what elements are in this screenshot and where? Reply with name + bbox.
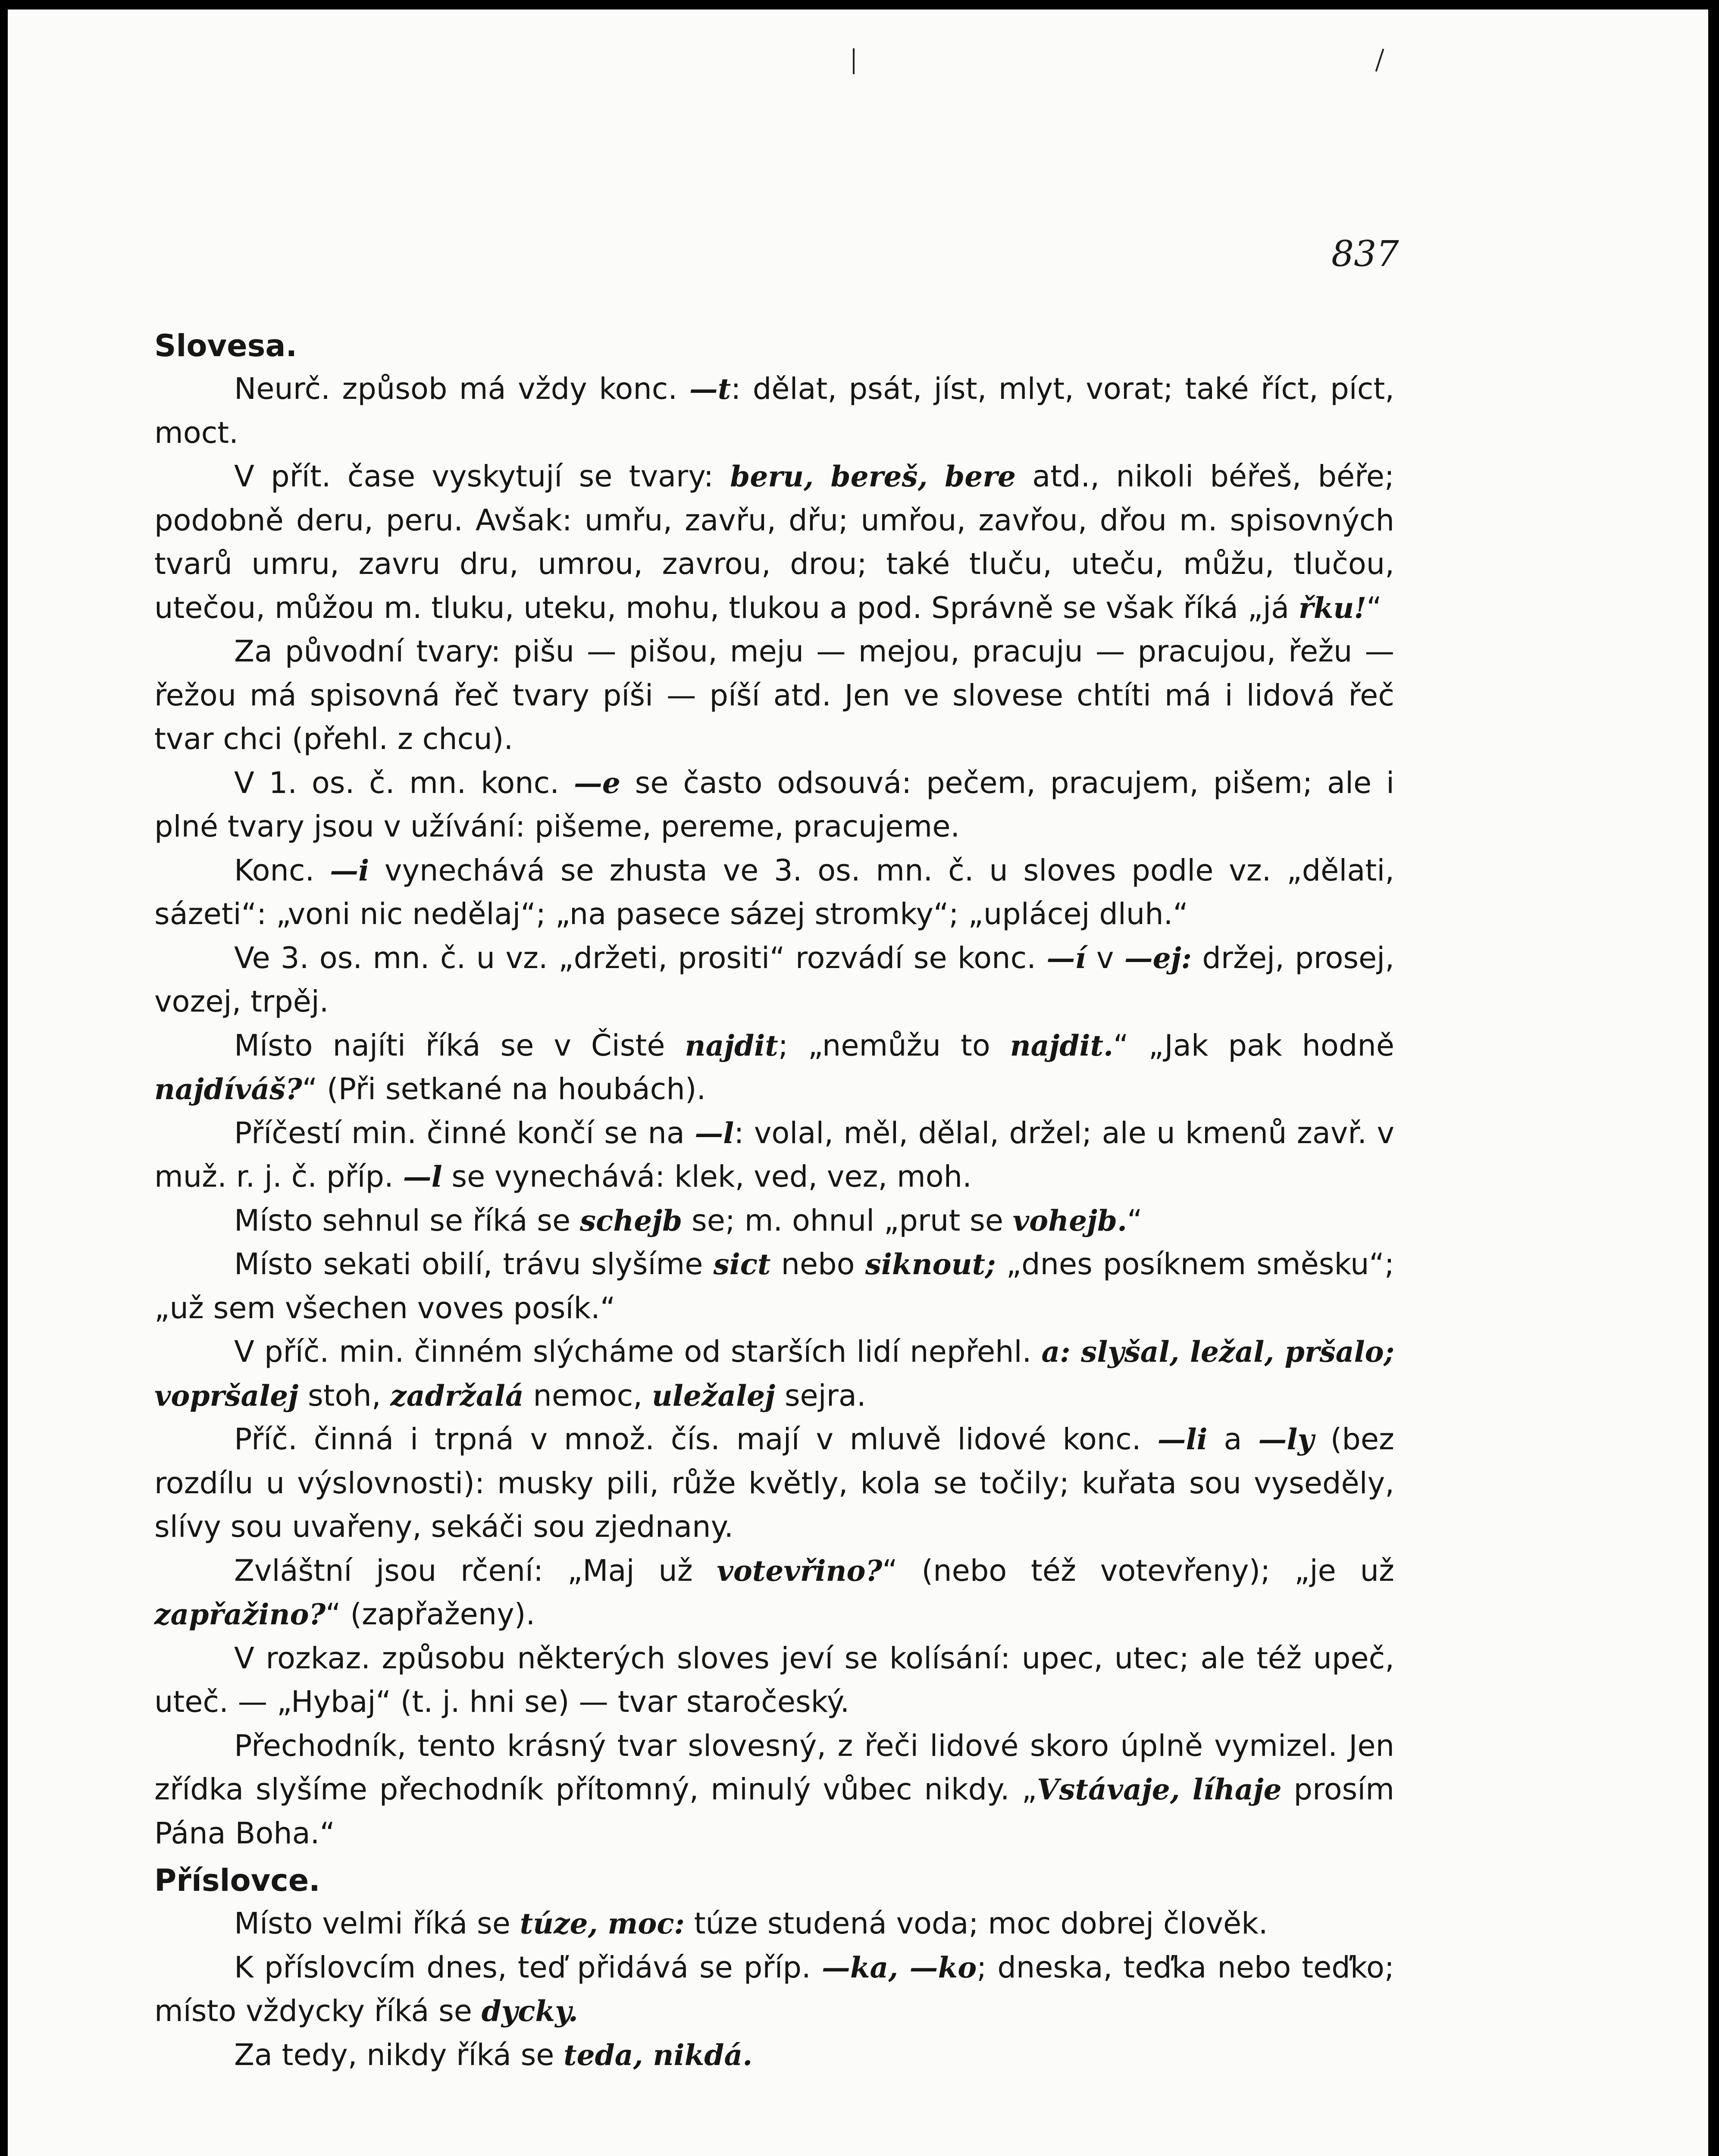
emphasis-text: —ka, —ko — [821, 1950, 977, 1984]
emphasis-text: —e — [573, 766, 620, 800]
emphasis-text: sict — [713, 1247, 771, 1281]
text-run: (bez rozdílu u výslovnosti): musky pili, růže květly, kola se točily; kuřata sou vyseděly, slívy sou uvařeny, sekáči sou zjednany. — [154, 1422, 1394, 1544]
scan-speck — [853, 48, 855, 74]
text-run: stoh, — [298, 1378, 391, 1413]
section-heading: Příslovce. — [154, 1863, 320, 1898]
text-run: V rozkaz. způsobu některých sloves jeví se kolísání: upec, utec; ale též upeč, uteč. — „Hybaj“ (t. j. hni se) — tvar staročeský. — [154, 1641, 1394, 1719]
text-run: Za tedy, nikdy říká se — [234, 2037, 564, 2072]
emphasis-text: túze, moc: — [520, 1907, 685, 1940]
emphasis-text: —í — [1046, 941, 1086, 975]
text-run: sejra. — [775, 1378, 866, 1413]
paragraph — [154, 849, 1394, 937]
text-run: držej, prosej, vozej, trpěj. — [154, 940, 1394, 1019]
emphasis-text: najdit. — [1010, 1028, 1114, 1062]
paragraph — [154, 1637, 1394, 1724]
text-run: Neurč. způsob má vždy konc. — [234, 372, 689, 406]
text-run: se; m. ohnul „prut se — [682, 1203, 1013, 1238]
paragraph — [154, 1902, 1394, 1946]
paragraph — [154, 1112, 1394, 1199]
paragraph — [154, 937, 1394, 1024]
paragraph — [154, 1024, 1394, 1112]
page-number: 837 — [1331, 234, 1399, 275]
emphasis-text: —l — [403, 1160, 442, 1194]
text-run: nemoc, — [523, 1378, 652, 1413]
text-run: Místo sehnul se říká se — [234, 1203, 580, 1238]
text-run: túze studená voda; moc dobrej člověk. — [684, 1906, 1268, 1941]
emphasis-text: najdíváš? — [154, 1072, 302, 1106]
emphasis-text: zapřažino? — [154, 1598, 326, 1631]
paragraph — [154, 1330, 1394, 1418]
emphasis-text: votevřino? — [717, 1554, 883, 1588]
paragraph — [154, 1724, 1394, 1856]
text-run: “ (Při setkané na houbách). — [302, 1072, 706, 1106]
emphasis-text: najdit — [685, 1028, 778, 1062]
emphasis-text: zadržalá — [390, 1379, 524, 1413]
text-run: V příč. min. činném slýcháme od starších lidí nepřehl. — [234, 1335, 1042, 1369]
emphasis-text: vohejb. — [1012, 1203, 1127, 1238]
text-run: atd., nikoli béřeš, béře; podobně deru, peru. Avšak: umřu, zavřu, dřu; umřou, zavřou, dřou m. spisovných tvarů umru, zavru dru, umrou, zavrou, drou; také tluču, uteču, můžu, tlučou, utečou, můžou m. tluku, uteku, mohu, tlukou a pod. Správně se však říká „já — [154, 459, 1395, 625]
text-run: se často odsouvá: pečem, pracujem, pišem; ale i plné tvary jsou v užívání: pišeme, pereme, pracujeme. — [154, 765, 1394, 844]
text-run: nebo — [770, 1247, 865, 1282]
text-run: Místo najíti říká se v Čisté — [234, 1028, 685, 1063]
emphasis-text: a: slyšal, ležal, pršalo; vopršalej — [154, 1335, 1394, 1413]
emphasis-text: řku! — [1298, 591, 1367, 625]
emphasis-text: Vstávaje, líhaje — [1037, 1773, 1282, 1806]
text-run: K příslovcím dnes, teď přidává se příp. — [234, 1950, 822, 1985]
text-run: a — [1207, 1422, 1259, 1457]
paragraph — [154, 761, 1394, 849]
emphasis-text: —l — [695, 1116, 734, 1150]
paragraph — [154, 1199, 1394, 1243]
text-run: Konc. — [234, 853, 330, 888]
text-run: “ „Jak pak hodně — [1113, 1028, 1394, 1063]
text-run: Místo sekati obilí, trávu slyšíme — [234, 1247, 714, 1282]
text-run: Ve 3. os. mn. č. u vz. „držeti, prositi“ rozvádí se konc. — [234, 940, 1047, 975]
paragraph — [154, 630, 1394, 761]
section-heading: Slovesa. — [154, 328, 297, 364]
text-run: Zvláštní jsou rčení: „Maj už — [234, 1553, 717, 1588]
text-run: ; dneska, teďka nebo teďko; místo vždycky říká se — [154, 1950, 1395, 2028]
text-run: Příč. činná i trpná v množ. čís. mají v mluvě lidové konc. — [234, 1422, 1158, 1457]
emphasis-text: —ej: — [1124, 941, 1192, 975]
text-run: : dělat, psát, jíst, mlyt, vorat; také říct, píct, moct. — [154, 372, 1395, 450]
emphasis-text: beru, bereš, bere — [730, 460, 1016, 493]
text-body — [154, 324, 1394, 2077]
paragraph — [154, 1418, 1394, 1549]
text-run: Příčestí min. činné končí se na — [234, 1116, 695, 1150]
scan-speck — [1375, 49, 1384, 72]
emphasis-text: schejb — [579, 1203, 683, 1238]
paragraph — [154, 367, 1394, 455]
paragraph — [154, 2034, 1394, 2078]
text-run: “ (zapřaženy). — [326, 1597, 535, 1632]
paragraph — [154, 1243, 1394, 1330]
text-run: „dnes posíknem směsku“; „už sem všechen voves posík.“ — [154, 1247, 1394, 1326]
text-run: : volal, měl, dělal, držel; ale u kmenů zavř. v muž. r. j. č. příp. — [154, 1116, 1394, 1194]
text-run: “ — [1366, 590, 1382, 625]
text-run: vynechává se zhusta ve 3. os. mn. č. u sloves podle vz. „dělati, sázeti“: „voni nic nedělaj“; „na pasece sázej stromky“; „uplácej dluh.“ — [154, 853, 1394, 931]
text-run: prosím Pána Boha.“ — [154, 1772, 1394, 1851]
text-run: Za původní tvary: pišu — pišou, meju — mejou, pracuju — pracujou, řežu — řežou má spisovná řeč tvary píši — píší atd. Jen ve slovese chtíti má i lidová řeč tvar chci (přehl. z chcu). — [154, 634, 1394, 756]
emphasis-text: —ly — [1258, 1423, 1314, 1456]
text-run: V 1. os. č. mn. konc. — [234, 765, 574, 800]
emphasis-text: dycky. — [481, 1994, 578, 2028]
scanned-page — [8, 9, 1708, 2156]
text-run: se vynechává: klek, ved, vez, moh. — [442, 1159, 972, 1194]
paragraph — [154, 1549, 1394, 1637]
emphasis-text: teda, nikdá. — [564, 2038, 753, 2072]
emphasis-text: —li — [1157, 1423, 1208, 1456]
text-run: Přechodník, tento krásný tvar slovesný, z řeči lidové skoro úplně vymizel. Jen zřídka slyšíme přechodník přítomný, minulý vůbec nikdy. „ — [154, 1728, 1394, 1807]
text-run: v — [1086, 940, 1124, 975]
paragraph — [154, 455, 1394, 630]
text-run: “ — [1127, 1203, 1143, 1238]
emphasis-text: siknout; — [865, 1247, 996, 1281]
text-run: ; „nemůžu to — [778, 1028, 1010, 1063]
paragraph — [154, 1946, 1394, 2034]
text-run: “ (nebo též votevřeny); „je už — [882, 1553, 1394, 1588]
text-run: Místo velmi říká se — [234, 1906, 520, 1941]
emphasis-text: —i — [330, 853, 369, 887]
emphasis-text: —t — [689, 372, 731, 406]
text-run: V přít. čase vyskytují se tvary: — [234, 459, 730, 494]
emphasis-text: uležalej — [651, 1379, 776, 1413]
